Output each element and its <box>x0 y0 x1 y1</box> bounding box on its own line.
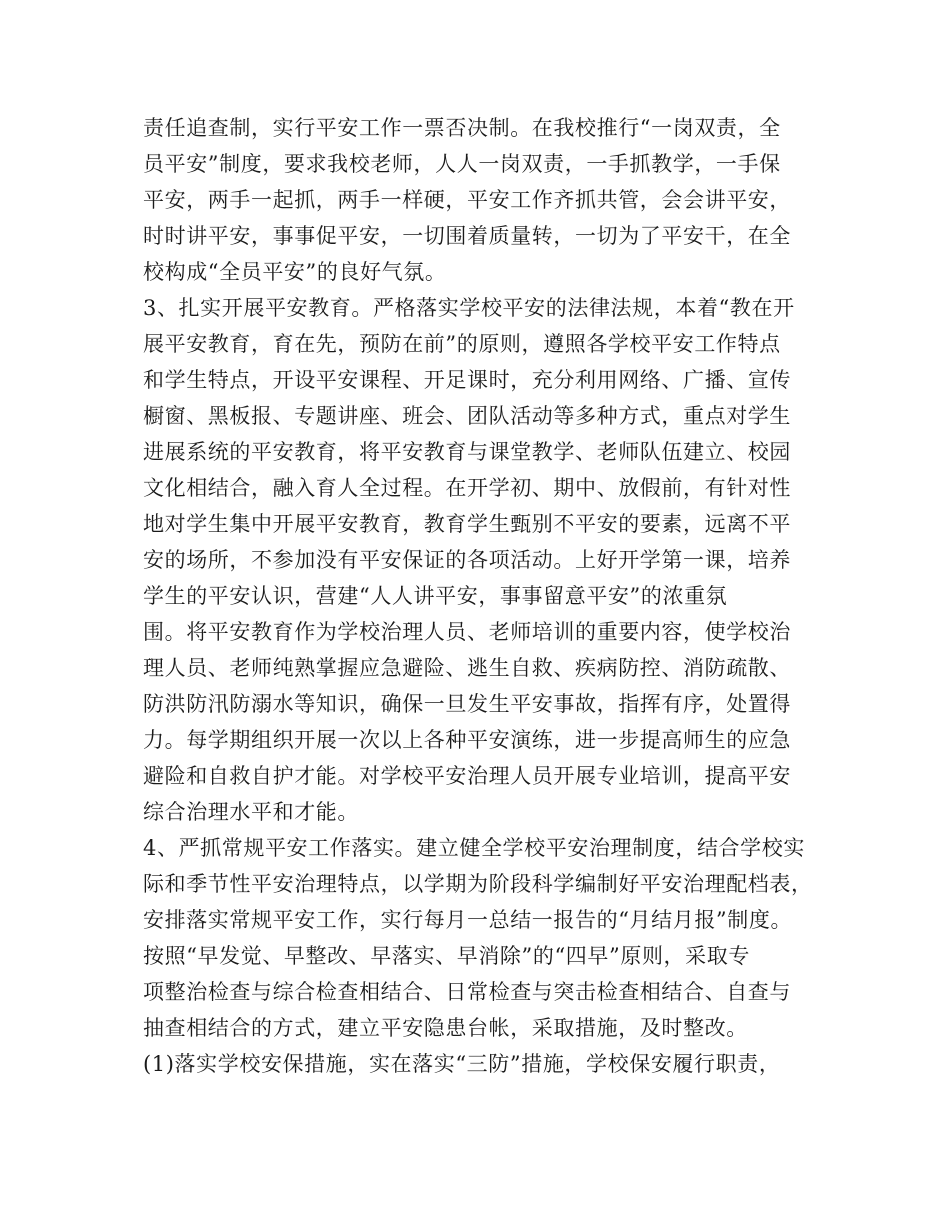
text-line: 和学生特点，开设平安课程、开足课时，充分利用网络、广播、宣传 <box>143 368 791 392</box>
text-line: 围。将平安教育作为学校治理人员、老师培训的重要内容，使学校治 <box>143 620 791 644</box>
text-line: 橱窗、黑板报、专题讲座、班会、团队活动等多种方式，重点对学生 <box>143 404 791 428</box>
text-line: 责任追查制，实行平安工作一票否决制。在我校推行“一岗双责，全 <box>143 116 781 140</box>
text-line: 防洪防汛防溺水等知识，确保一旦发生平安事故，指挥有序，处置得 <box>143 692 791 716</box>
text-line: 理人员、老师纯熟掌握应急避险、逃生自救、疾病防控、消防疏散、 <box>143 656 791 680</box>
text-line: 时时讲平安，事事促平安，一切围着质量转，一切为了平安干，在全 <box>143 224 791 248</box>
text-line: 力。每学期组织开展一次以上各种平安演练，进一步提高师生的应急 <box>143 728 791 752</box>
text-line: 抽查相结合的方式，建立平安隐患台帐，采取措施，及时整改。 <box>143 1016 748 1040</box>
text-line: 进展系统的平安教育，将平安教育与课堂教学、老师队伍建立、校园 <box>143 440 791 464</box>
text-line: 展平安教育，育在先，预防在前”的原则，遵照各学校平安工作特点 <box>143 332 781 356</box>
text-line: 校构成“全员平安”的良好气氛。 <box>143 260 447 284</box>
text-line: 员平安”制度，要求我校老师，人人一岗双责，一手抓教学，一手保 <box>143 152 781 176</box>
text-line: 安排落实常规平安工作，实行每月一总结一报告的“月结月报”制度。 <box>143 908 793 932</box>
text-line: 地对学生集中开展平安教育，教育学生甄别不平安的要素，远离不平 <box>143 512 791 536</box>
text-line: 际和季节性平安治理特点，以学期为阶段科学编制好平安治理配档表， <box>143 872 813 896</box>
text-line: 学生的平安认识，营建“人人讲平安，事事留意平安”的浓重氛 <box>143 584 728 608</box>
text-line: (1)落实学校安保措施，实在落实“三防”措施，学校保安履行职责， <box>143 1052 781 1076</box>
text-line: 文化相结合，融入育人全过程。在开学初、期中、放假前，有针对性 <box>143 476 791 500</box>
text-line: 项整治检查与综合检查相结合、日常检查与突击检查相结合、自查与 <box>143 980 791 1004</box>
text-line: 平安，两手一起抓，两手一样硬，平安工作齐抓共管，会会讲平安， <box>143 188 791 212</box>
text-line: 安的场所，不参加没有平安保证的各项活动。上好开学第一课，培养 <box>143 548 791 572</box>
text-line: 3、扎实开展平安教育。严格落实学校平安的法律法规，本着“教在开 <box>143 296 795 320</box>
text-line: 避险和自救自护才能。对学校平安治理人员开展专业培训，提高平安 <box>143 764 791 788</box>
body-text <box>143 110 833 1082</box>
text-line: 4、严抓常规平安工作落实。建立健全学校平安治理制度，结合学校实 <box>143 836 805 860</box>
text-line: 综合治理水平和才能。 <box>143 800 359 824</box>
text-line: 按照“早发觉、早整改、早落实、早消除”的“四早”原则，采取专 <box>143 944 750 968</box>
